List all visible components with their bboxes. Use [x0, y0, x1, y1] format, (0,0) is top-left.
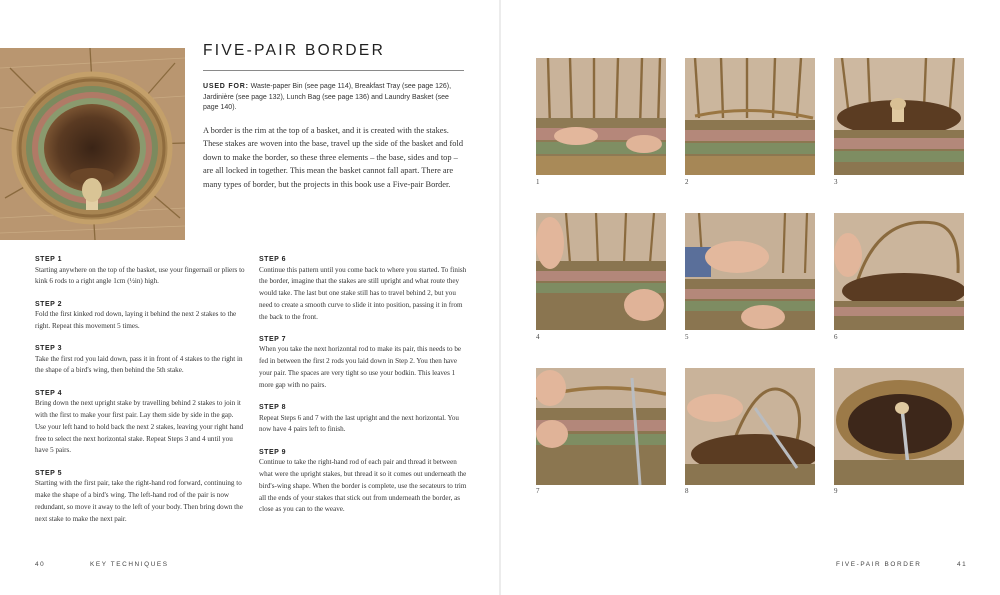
step-title: STEP 3 [35, 345, 62, 353]
step-1 [35, 256, 245, 288]
step-8 [259, 404, 469, 436]
title-divider [203, 70, 464, 71]
photo-caption-5: 5 [685, 333, 689, 341]
step-photo-1 [536, 58, 666, 175]
step-photo-8 [685, 368, 815, 485]
used-for-label: USED FOR: [203, 83, 249, 90]
step-text: Starting with the first pair, take the right-hand rod forward, continuing to make the shape of a bird's wing. The left-hand rod of the pair is now redundant, so move it away to the left of your body. Then bring down the next stake to make the next pair. [35, 479, 243, 523]
step-text: Continue to take the right-hand rod of each pair and thread it between what were the upright stakes, but thread it so it comes out underneath the bird's-wing shape. When the border is complete, use the secateurs to trim all the ends of your stakes that stick out from underneath the border, as close as you can to the weave. [259, 458, 467, 514]
step-text: Repeat Steps 6 and 7 with the last upright and the next horizontal. You now have 4 pairs left to finish. [259, 413, 459, 434]
step-title: STEP 2 [35, 300, 62, 308]
step-photo-6 [834, 213, 964, 330]
step-6 [259, 256, 469, 323]
step-5 [35, 470, 245, 526]
step-4 [35, 390, 245, 457]
step-title: STEP 5 [35, 469, 62, 477]
intro-paragraph: A border is the rim at the top of a basket, and it is created with the stakes. These stakes are woven into the base, travel up the side of the basket and fold down to make the border, so these three elements – the base, sides and top – are all locked in together. This mean the basket cannot fall apart. There are many types of border, but the projects in this book use a Five-pair Border. [203, 126, 464, 189]
photo-caption-2: 2 [685, 178, 689, 186]
step-title: STEP 8 [259, 404, 286, 412]
step-7 [259, 336, 469, 392]
step-title: STEP 9 [259, 448, 286, 456]
step-title: STEP 6 [259, 256, 286, 263]
steps-column-right [259, 256, 469, 529]
step-3 [35, 345, 245, 377]
hero-basket-photo [0, 48, 185, 240]
used-for-text: Waste-paper Bin (see page 114), Breakfast Tray (see page 126), Jardinière (see page 132), Lunch Bag (see page 136) and Laundry Basket (see page 140). [203, 83, 452, 111]
step-2 [35, 301, 245, 333]
photo-caption-7: 7 [536, 487, 540, 495]
page-title: FIVE-PAIR BORDER [203, 42, 386, 59]
steps-column-left [35, 256, 245, 538]
photo-caption-9: 9 [834, 487, 838, 495]
photo-caption-8: 8 [685, 487, 689, 495]
step-text: Continue this pattern until you come back to where you started. To finish the border, imagine that the stakes are still upright and what route they would take. The last but one stake still has to travel behind 2, but you need to create a smooth curve to slide it into position, passing it in from the back to the front. [259, 265, 467, 321]
step-text: Take the first rod you laid down, pass it in front of 4 stakes to the right in the shape of a bird's wing, then behind the 5th stake. [35, 354, 243, 375]
step-text: When you take the next horizontal rod to make its pair, this needs to be fed in between the first 2 rods you laid down in Step 2. You then have your pair. The spaces are very tight so use your bodkin. This leaves 1 more gap with no pairs. [259, 345, 462, 389]
right-page-number: 41 [957, 561, 968, 568]
step-title: STEP 7 [259, 335, 286, 343]
step-photo-9 [834, 368, 964, 485]
step-9 [259, 449, 469, 516]
right-running-head: FIVE-PAIR BORDER [836, 561, 922, 568]
step-text: Starting anywhere on the top of the basket, use your fingernail or pliers to kink 6 rods to a right angle 1cm (½in) high. [35, 265, 245, 286]
left-running-head: KEY TECHNIQUES [90, 561, 169, 568]
used-for-note [203, 82, 465, 114]
step-photo-4 [536, 213, 666, 330]
step-title: STEP 1 [35, 256, 62, 263]
step-text: Fold the first kinked rod down, laying it behind the next 2 stakes to the right. Repeat this movement 5 times. [35, 310, 237, 330]
step-title: STEP 4 [35, 389, 62, 397]
photo-caption-6: 6 [834, 333, 838, 341]
left-page-number: 40 [35, 561, 46, 568]
page-gutter [499, 0, 501, 595]
step-photo-7 [536, 368, 666, 485]
step-text: Bring down the next upright stake by travelling behind 2 stakes to join it with the first to make your first pair. Lay them side by side in the gap. Use your left hand to hold back the next 2 stakes, leaving your right hand free to select the next horizontal stake. Repeat Steps 3 and 4 until you have 5 pairs. [35, 399, 244, 455]
photo-caption-3: 3 [834, 178, 838, 186]
step-photo-2 [685, 58, 815, 175]
step-photo-3 [834, 58, 964, 175]
photo-caption-4: 4 [536, 333, 540, 341]
photo-caption-1: 1 [536, 178, 540, 186]
step-photo-5 [685, 213, 815, 330]
